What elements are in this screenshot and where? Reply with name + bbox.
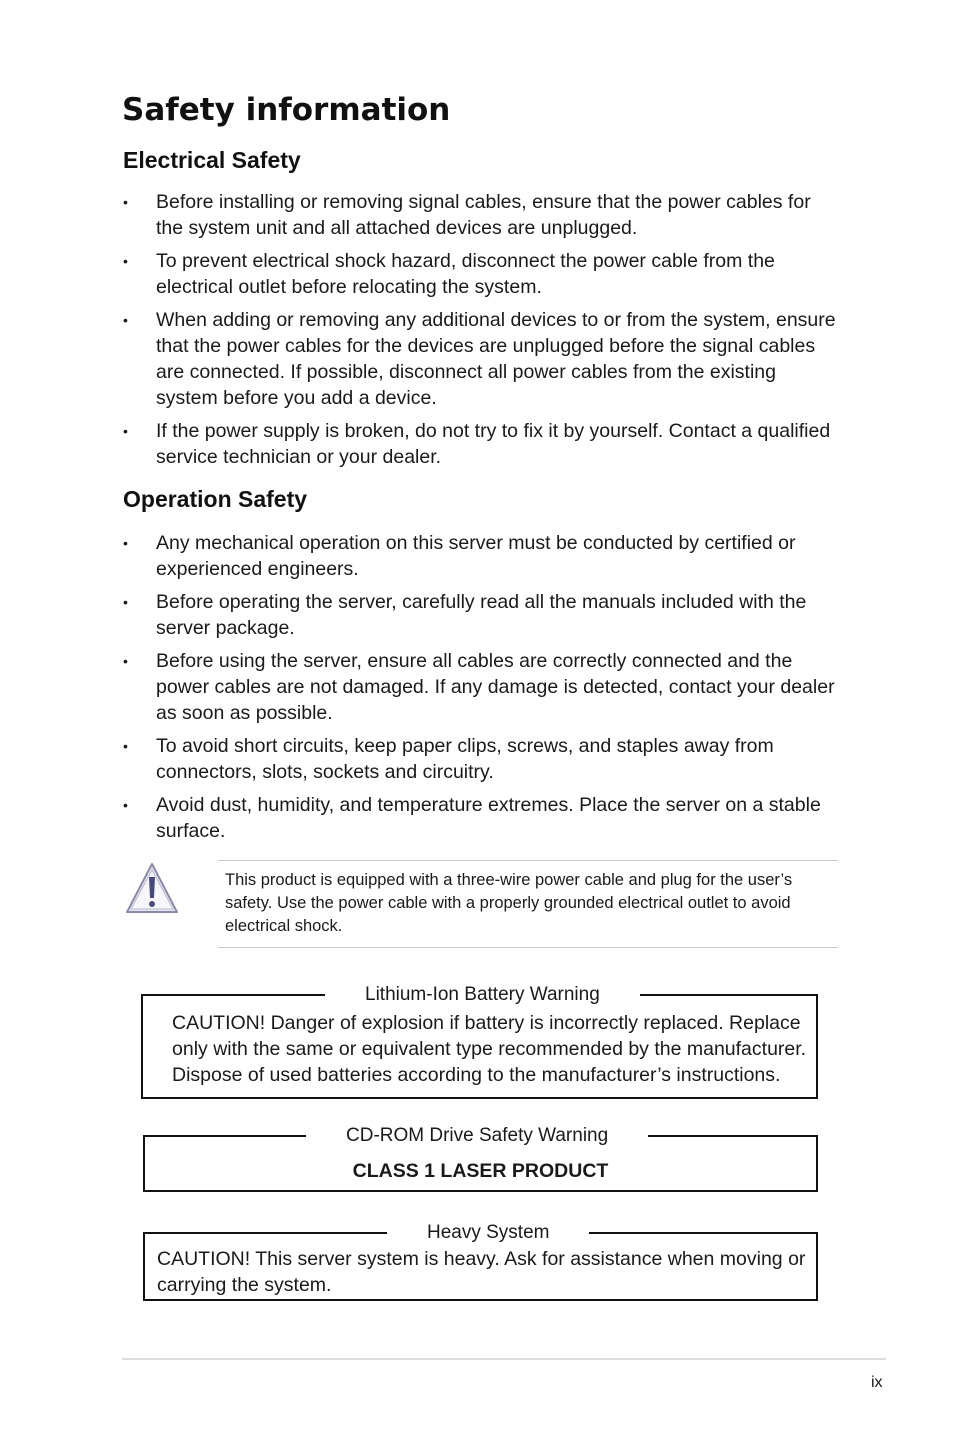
list-item-text: To prevent electrical shock hazard, disconnect the power cable from the electrical outlet before relocating the system.	[156, 250, 775, 298]
list-item	[123, 589, 843, 641]
heavy-system-warning-box	[143, 1222, 818, 1301]
list-item-text: Before installing or removing signal cables, ensure that the power cables for the system unit and all attached devices are unplugged.	[156, 191, 811, 239]
list-item-text: If the power supply is broken, do not try to fix it by yourself. Contact a qualified service technician or your dealer.	[156, 420, 831, 468]
electrical-safety-heading: Electrical Safety	[123, 147, 301, 173]
footer-divider	[122, 1358, 886, 1360]
bullet-icon: •	[123, 738, 128, 754]
note-box	[218, 860, 838, 948]
note-text: This product is equipped with a three-wire power cable and plug for the user’s safety. Use the power cable with a properly grounded electrical outlet to avoid electrical shock.	[225, 871, 793, 935]
list-item	[123, 248, 843, 300]
bullet-icon: •	[123, 797, 128, 813]
list-item	[123, 792, 843, 844]
list-item	[123, 733, 843, 785]
list-item	[123, 530, 843, 582]
bullet-icon: •	[123, 594, 128, 610]
heavy-system-warning-text: CAUTION! This server system is heavy. Ask for assistance when moving or carrying the system.	[157, 1248, 806, 1296]
page-number: ix	[871, 1374, 883, 1391]
battery-warning-text: CAUTION! Danger of explosion if battery is incorrectly replaced. Replace only with the same or equivalent type recommended by the manufacturer. Dispose of used batteries according to the manufacturer’s instructions.	[172, 1012, 807, 1086]
list-item	[123, 189, 843, 241]
list-item-text: Avoid dust, humidity, and temperature extremes. Place the server on a stable surface.	[156, 794, 821, 842]
cdrom-warning-title: CD-ROM Drive Safety Warning	[306, 1124, 648, 1148]
list-item-text: Before operating the server, carefully read all the manuals included with the server package.	[156, 591, 807, 639]
warning-triangle-icon	[124, 860, 180, 916]
list-item-text: When adding or removing any additional devices to or from the system, ensure that the power cables for the devices are unplugged before the signal cables are connected. If possible, disconnect all power cables from the existing system before you add a device.	[156, 309, 836, 409]
list-item	[123, 307, 843, 411]
bullet-icon: •	[123, 535, 128, 551]
heavy-system-warning-title: Heavy System	[387, 1221, 589, 1245]
bullet-icon: •	[123, 194, 128, 210]
bullet-icon: •	[123, 423, 128, 439]
battery-warning-title: Lithium-Ion Battery Warning	[325, 983, 640, 1007]
battery-warning-box	[141, 984, 818, 1099]
list-item-text: To avoid short circuits, keep paper clips, screws, and staples away from connectors, slots, sockets and circuitry.	[156, 735, 774, 783]
operation-safety-heading: Operation Safety	[123, 486, 308, 512]
bullet-icon: •	[123, 253, 128, 269]
cdrom-warning-text: CLASS 1 LASER PRODUCT	[352, 1160, 609, 1182]
list-item	[123, 648, 843, 726]
electrical-safety-list	[123, 189, 843, 477]
bullet-icon: •	[123, 312, 128, 328]
page-title: Safety information	[122, 92, 451, 128]
list-item-text: Any mechanical operation on this server must be conducted by certified or experienced engineers.	[156, 532, 796, 580]
operation-safety-list	[123, 530, 843, 851]
cdrom-warning-box	[143, 1125, 818, 1192]
list-item	[123, 418, 843, 470]
list-item-text: Before using the server, ensure all cables are correctly connected and the power cables are not damaged. If any damage is detected, contact your dealer as soon as possible.	[156, 650, 835, 724]
bullet-icon: •	[123, 653, 128, 669]
